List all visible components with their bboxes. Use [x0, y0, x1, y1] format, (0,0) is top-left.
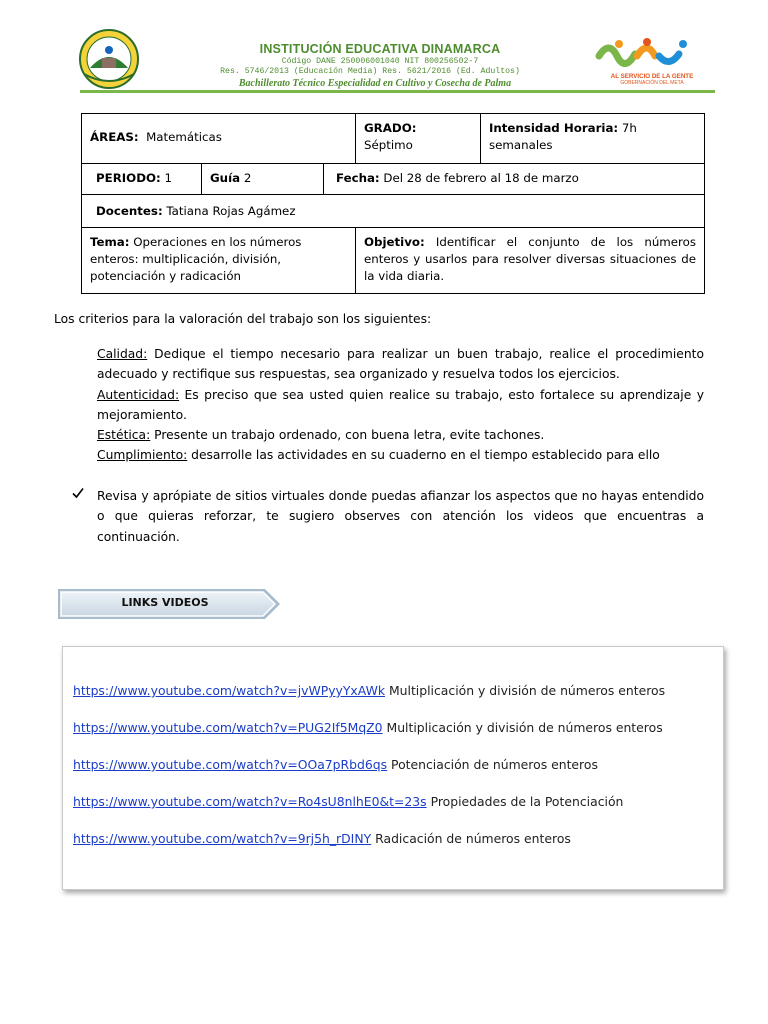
periodo-value: 1 — [164, 171, 173, 185]
fecha-label: Fecha: — [336, 171, 380, 185]
school-crest-logo — [78, 28, 140, 90]
criteria-intro: Los criterios para la valoración del trabajo son los siguientes: — [54, 312, 432, 326]
criteria-item-calidad — [97, 344, 704, 385]
video-description: Multiplicación y división de números enteros — [388, 683, 666, 698]
periodo-cell — [82, 164, 201, 194]
video-link[interactable]: https://www.youtube.com/watch?v=Ro4sU8nlhE0&t=23s — [73, 794, 427, 809]
table-row — [82, 228, 704, 293]
criteria-list — [97, 344, 704, 466]
guide-info-table — [81, 113, 705, 294]
intensidad-value: 7h semanales — [489, 121, 637, 152]
criteria-text: Dedique el tiempo necesario para realizar un buen trabajo, realice el procedimiento adecuado y rectifique sus respuestas, sea organizado y resuelva todos los ejercicios. — [97, 347, 704, 382]
tema-cell — [82, 228, 355, 293]
dane-nit-line: Código DANE 250006001040 NIT 800256502-7 — [281, 57, 479, 66]
list-item — [73, 831, 571, 846]
docentes-label: Docentes: — [96, 204, 163, 218]
fecha-value: Del 28 de febrero al 18 de marzo — [383, 171, 579, 185]
criteria-term: Estética: — [97, 428, 151, 443]
video-description: Potenciación de números enteros — [391, 757, 598, 772]
areas-cell — [82, 114, 355, 163]
list-item — [73, 794, 623, 809]
list-item — [73, 757, 598, 772]
criteria-term: Autenticidad: — [97, 387, 180, 402]
list-item — [73, 720, 663, 735]
fecha-cell — [323, 164, 704, 194]
docentes-cell — [82, 195, 704, 227]
header-divider — [80, 90, 715, 93]
video-link[interactable]: https://www.youtube.com/watch?v=9rj5h_rDINY — [73, 831, 372, 846]
docentes-value: Tatiana Rojas Agámez — [166, 204, 296, 218]
tema-value: Operaciones en los números enteros: multiplicación, división, potenciación y radicación — [90, 235, 302, 283]
criteria-term: Calidad: — [97, 347, 148, 361]
criteria-text: desarrolle las actividades en su cuaderno en el tiempo establecido para ello — [187, 448, 660, 463]
objetivo-value: Identificar el conjunto de los números enteros y usarlos para resolver diversas situaciones de la vida diaria. — [364, 235, 696, 283]
tema-label: Tema: — [90, 235, 130, 249]
grado-cell — [355, 114, 480, 163]
video-description: Radicación de números enteros — [375, 831, 571, 846]
guia-label: Guía — [210, 171, 241, 185]
grado-label: GRADO: — [364, 121, 417, 135]
intensidad-cell — [480, 114, 704, 163]
brand-slogan: AL SERVICIO DE LA GENTE — [610, 73, 694, 80]
criteria-item-estetica — [97, 425, 704, 445]
objetivo-label: Objetivo: — [364, 235, 425, 249]
school-name: INSTITUCIÓN EDUCATIVA DINAMARCA — [259, 42, 501, 56]
bachillerato-line: Bachillerato Técnico Especialidad en Cultivo y Cosecha de Palma — [238, 78, 512, 89]
video-link[interactable]: https://www.youtube.com/watch?v=PUG2If5MqZ0 — [73, 720, 383, 735]
intensidad-label: Intensidad Horaria: — [489, 121, 619, 135]
grado-value: Séptimo — [364, 138, 413, 152]
areas-label: ÁREAS: — [90, 130, 139, 144]
links-box — [62, 646, 724, 890]
periodo-label: PERIODO: — [96, 171, 161, 185]
checkmark-icon — [72, 487, 84, 499]
note-paragraph: Revisa y aprópiate de sitios virtuales donde puedas afianzar los aspectos que no hayas entendido o que quieras reforzar, te sugiero observes con atención los videos que encuentras a continuación. — [97, 489, 704, 544]
video-link[interactable]: https://www.youtube.com/watch?v=OOa7pRbd6qs — [73, 757, 388, 772]
areas-value: Matemáticas — [146, 130, 222, 144]
list-item — [73, 683, 665, 698]
objetivo-cell — [355, 228, 704, 293]
video-link[interactable]: https://www.youtube.com/watch?v=jvWPyyYxAWk — [73, 683, 385, 698]
brand-subtitle: GOBERNACIÓN DEL META — [620, 80, 684, 86]
links-videos-label: LINKS VIDEOS — [121, 596, 209, 609]
criteria-item-autenticidad — [97, 385, 704, 426]
criteria-item-cumplimiento — [97, 445, 704, 465]
table-row — [82, 114, 704, 164]
table-row — [82, 195, 704, 228]
guia-value: 2 — [243, 171, 252, 185]
criteria-text: Presente un trabajo ordenado, con buena letra, evite tachones. — [150, 428, 545, 443]
table-row — [82, 164, 704, 195]
video-description: Multiplicación y división de números enteros — [386, 720, 663, 735]
resolution-line: Res. 5746/2013 (Educación Media) Res. 5621/2016 (Ed. Adultos) — [220, 67, 520, 76]
criteria-term: Cumplimiento: — [97, 448, 188, 463]
video-description: Propiedades de la Potenciación — [430, 794, 624, 809]
criteria-text: Es preciso que sea usted quien realice su trabajo, esto fortalece su aprendizaje y mejoramiento. — [97, 387, 704, 422]
guia-cell — [201, 164, 323, 194]
